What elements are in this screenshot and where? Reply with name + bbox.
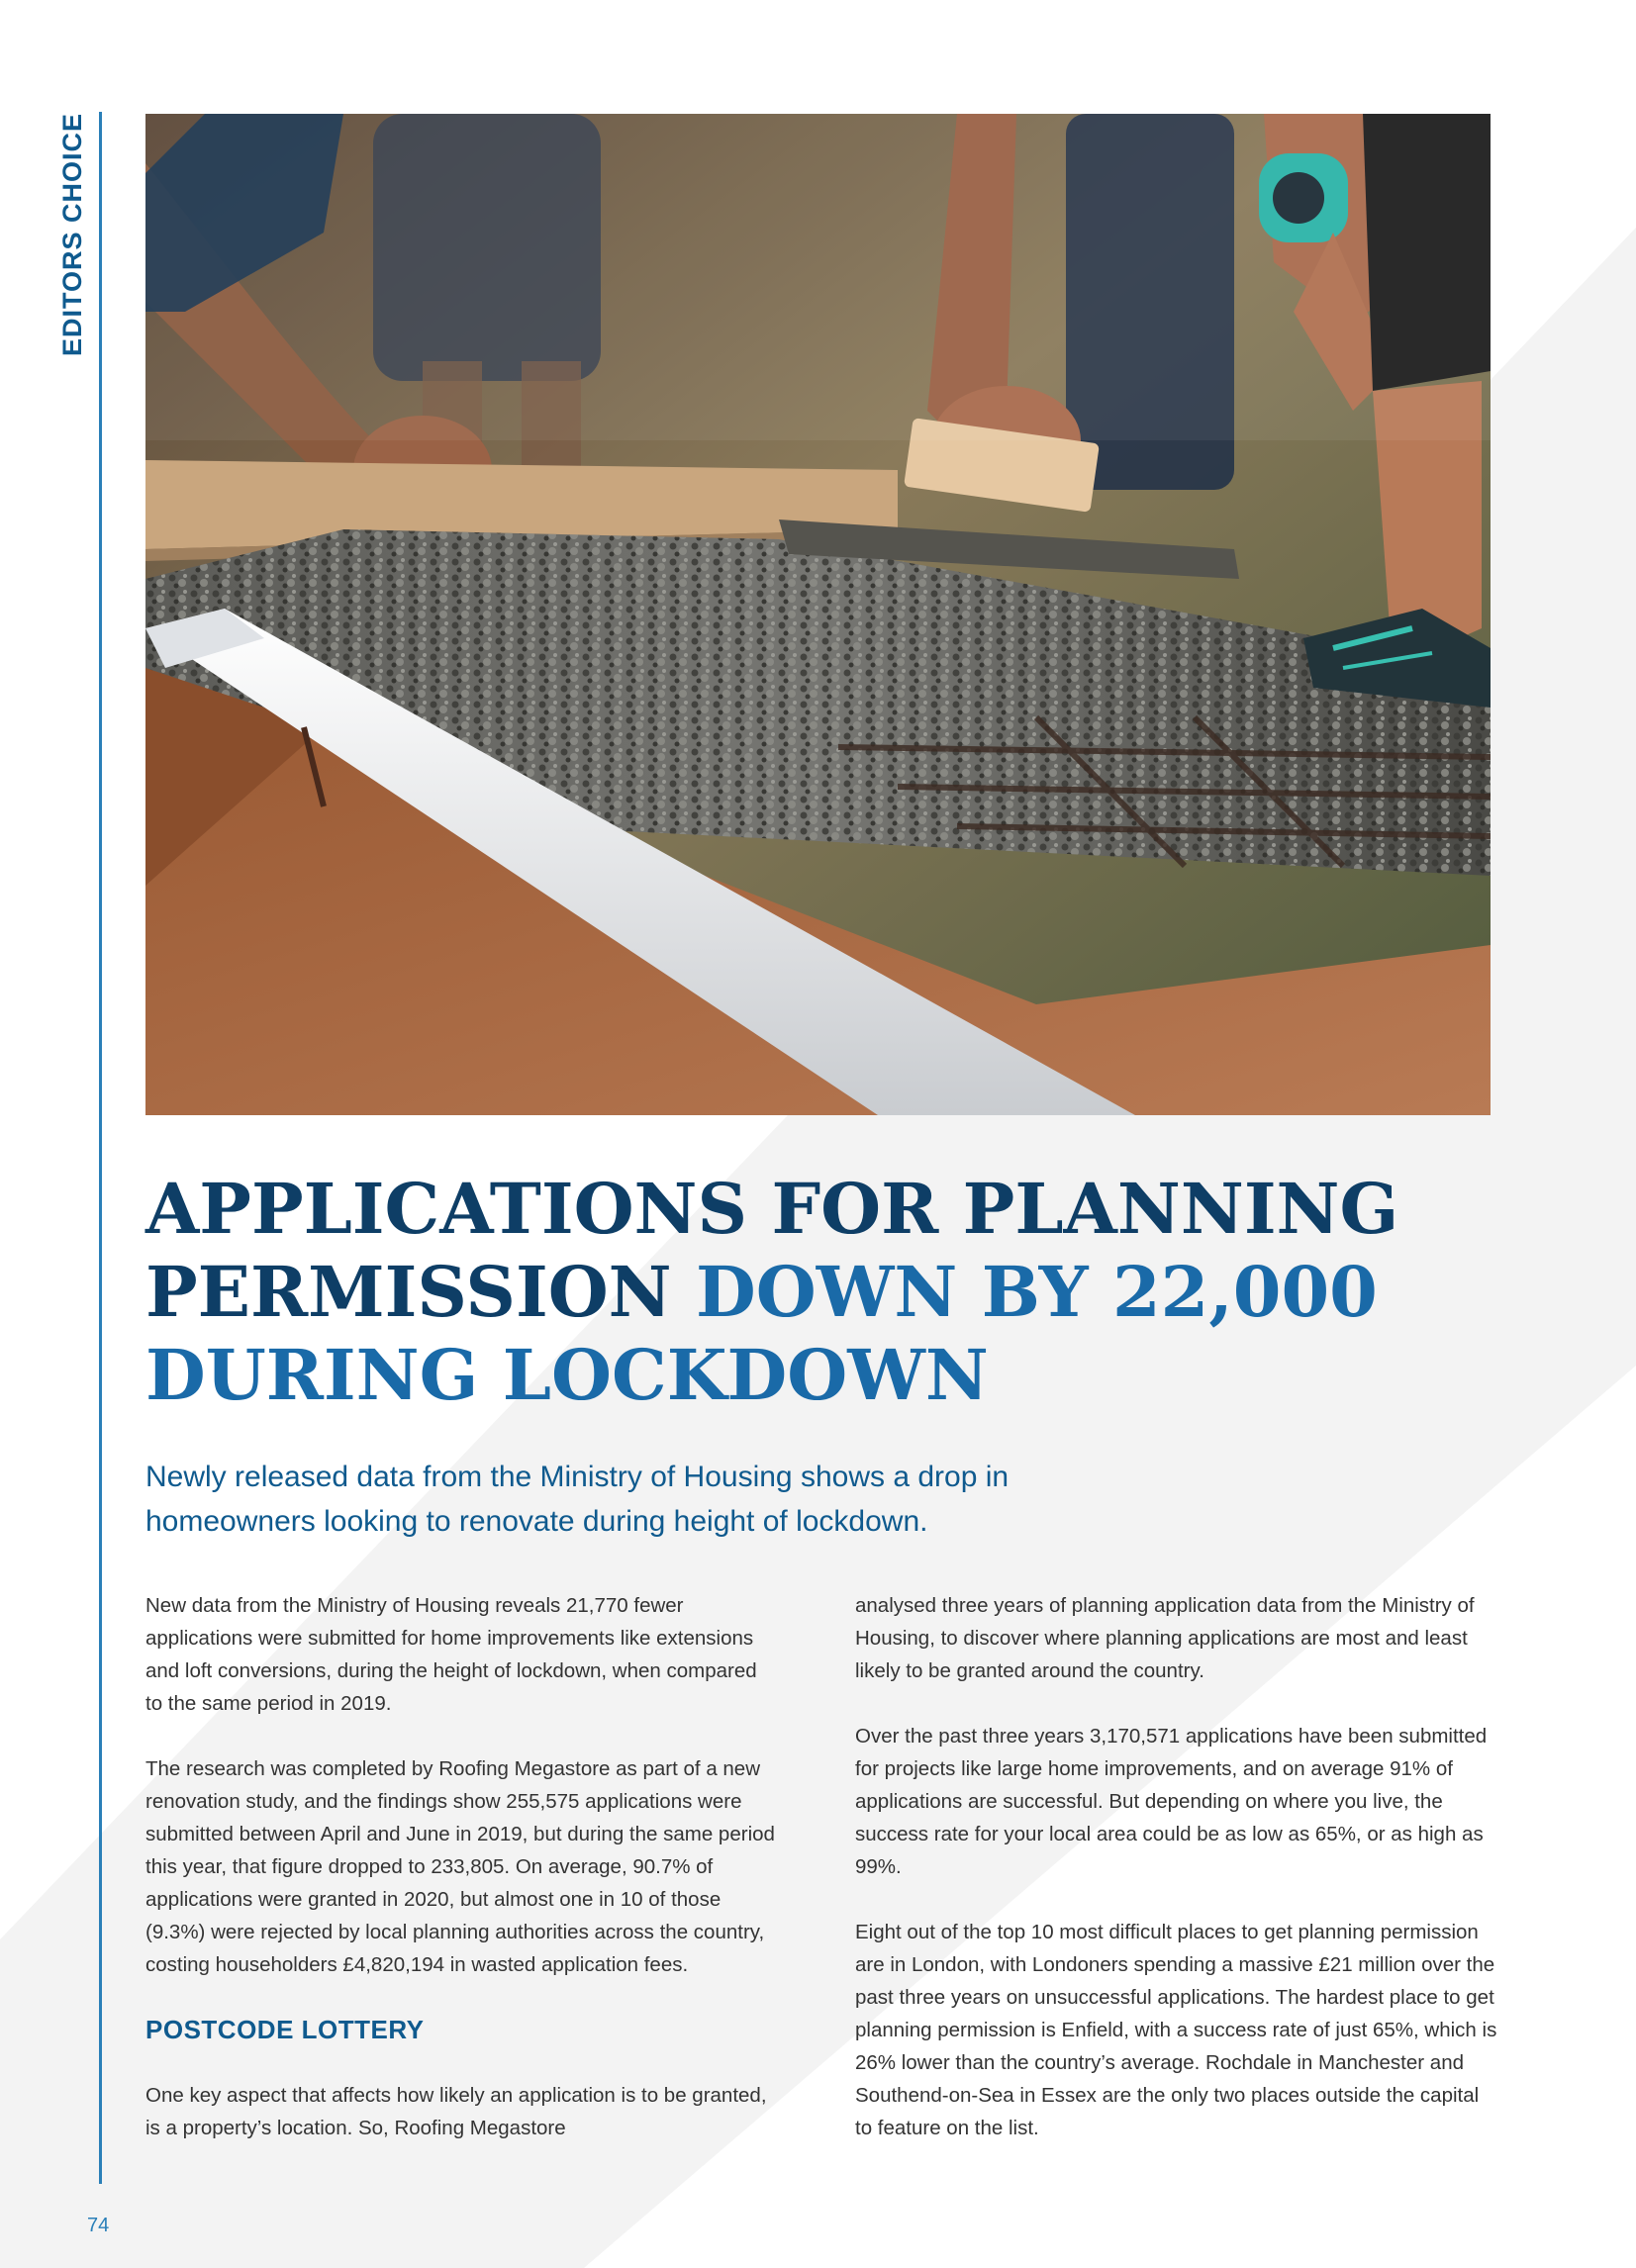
body-column-left	[145, 1589, 779, 2177]
section-label: EDITORS CHOICE	[57, 112, 87, 356]
standfirst	[145, 1455, 1135, 1544]
standfirst-line-2: homeowners looking to renovate during height of lockdown.	[145, 1505, 928, 1538]
body-paragraph: One key aspect that affects how likely an application is to be granted, is a property’s location. So, Roofing Megastore	[145, 2084, 767, 2139]
subheading-postcode-lottery: POSTCODE LOTTERY	[145, 2015, 425, 2044]
headline-line-1: APPLICATIONS FOR PLANNING	[145, 1168, 1399, 1250]
concrete-work-illustration	[145, 114, 1491, 1115]
standfirst-line-1: Newly released data from the Ministry of Housing shows a drop in	[145, 1461, 1010, 1493]
page-number: 74	[87, 2215, 110, 2236]
body-column-right	[855, 1589, 1498, 2177]
headline-line-2-dark: PERMISSION	[145, 1251, 672, 1333]
headline-line-2-accent: DOWN BY 22,000	[696, 1251, 1378, 1333]
hero-photo	[145, 114, 1491, 1115]
headline-line-3-accent: DURING LOCKDOWN	[145, 1334, 989, 1416]
body-paragraph: Eight out of the top 10 most difficult places to get planning permission are in London, with Londoners spending a massive £21 million over the past three years on unsuccessful applications. The hardest place to get planning permission is Enfield, with a success rate of just 65%, which is 26% lower than the country’s average. Rochdale in Manchester and Southend-on-Sea in Essex are the only two places outside the capital to feature on the list.	[855, 1921, 1497, 2139]
body-paragraph: New data from the Ministry of Housing reveals 21,770 fewer applications were submitted for home improvements like extensions and loft conversions, during the height of lockdown, when compared to the same period in 2019.	[145, 1594, 757, 1715]
body-paragraph: Over the past three years 3,170,571 applications have been submitted for projects like large home improvements, and on average 91% of applications are successful. But depending on where you live, the success rate for your local area could be as low as 65%, or as high as 99%.	[855, 1725, 1488, 1878]
vertical-rule	[99, 112, 102, 2184]
headline	[145, 1168, 1531, 1417]
body-paragraph: analysed three years of planning application data from the Ministry of Housing, to discover where planning applications are most and least likely to be granted around the country.	[855, 1594, 1475, 1682]
body-paragraph: The research was completed by Roofing Megastore as part of a new renovation study, and the findings show 255,575 applications were submitted between April and June in 2019, but during the same period this year, that figure dropped to 233,805. On average, 90.7% of applications were granted in 2020, but almost one in 10 of those (9.3%) were rejected by local planning authorities across the country, costing householders £4,820,194 in wasted application fees.	[145, 1757, 775, 1976]
